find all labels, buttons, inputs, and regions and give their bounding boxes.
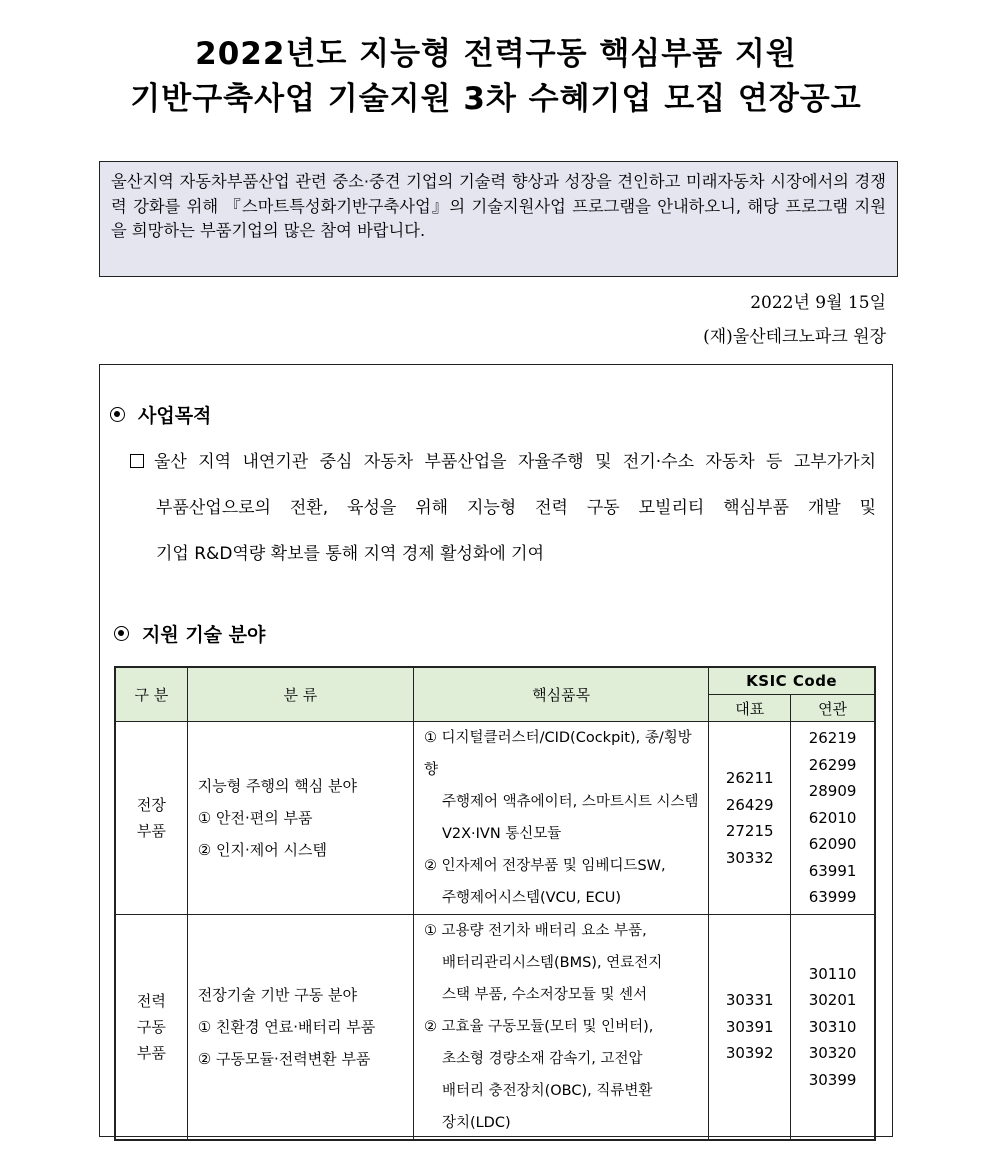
issuer: (재)울산테크노파크 원장 [703,327,886,347]
header-division: 구 분 [115,667,187,722]
division-cell: 전장 부품 [115,722,187,915]
items-cell: ① 고용량 전기차 배터리 요소 부품, 배터리관리시스템(BMS), 연료전지 스택 부품, 수소저장모듈 및 센서 ② 고효율 구동모듈(모터 및 인버터), 초소형 경량소재 감속기, 고전압 배터리 충전장치(OBC), 직류변환 장치(LDC) [413,915,708,1141]
circle-bullet-icon [110,407,125,422]
tech-table [114,666,876,1141]
content-box [99,364,893,1137]
page-title-line1: 2022년도 지능형 전력구동 핵심부품 지원 [195,36,797,72]
header-main: 대표 [709,695,791,722]
page-title-line2: 기반구축사업 기술지원 3차 수혜기업 모집 연장공고 [130,81,862,117]
header-ksic: KSIC Code [709,667,875,695]
purpose-line: 기업 R&D역량 확보를 통해 지역 경제 활성화에 기여 [156,544,545,564]
purpose-line: 울산 지역 내연기관 중심 자동차 부품산업을 자율주행 및 전기·수소 자동차 등 고부가가치 [130,439,876,485]
announcement-date: 2022년 9월 15일 [750,293,886,313]
intro-box: 울산지역 자동차부품산업 관련 중소·중견 기업의 기술력 향상과 성장을 견인하고 미래자동차 시장에서의 경쟁력 강화를 위해 『스마트특성화기반구축사업』의 기술지원사업 프로그램을 안내하오니, 해당 프로그램 지원을 희망하는 부품기업의 많은 참여 바랍니다. [99,161,898,277]
circle-bullet-icon [114,626,129,641]
header-related: 연관 [791,695,875,722]
main-code-cell: 26211 26429 27215 30332 [709,722,791,915]
purpose-text [130,439,876,577]
header-category: 분 류 [187,667,413,722]
checkbox-square-icon [130,454,144,468]
related-code-cell: 26219 26299 28909 62010 62090 63991 63999 [791,722,875,915]
purpose-heading-label: 사업목적 [138,405,212,427]
purpose-heading [110,401,211,428]
category-cell: 전장기술 기반 구동 분야 ① 친환경 연료·배터리 부품 ② 구동모듈·전력변환 부품 [187,915,413,1141]
main-code-cell: 30331 30391 30392 [709,915,791,1141]
related-code-cell: 30110 30201 30310 30320 30399 [791,915,875,1141]
tech-heading [114,620,265,647]
category-cell: 지능형 주행의 핵심 분야 ① 안전·편의 부품 ② 인지·제어 시스템 [187,722,413,915]
division-cell: 전력 구동 부품 [115,915,187,1141]
purpose-line: 부품산업으로의 전환, 육성을 위해 지능형 전력 구동 모빌리티 핵심부품 개발 및 [156,498,876,518]
tech-heading-label: 지원 기술 분야 [142,624,266,646]
header-items: 핵심품목 [413,667,708,722]
items-cell: ① 디지털클러스터/CID(Cockpit), 종/횡방향 주행제어 액츄에이터, 스마트시트 시스템 V2X·IVN 통신모듈 ② 인자제어 전장부품 및 임베디드SW, 주행제어시스템(VCU, ECU) [413,722,708,915]
